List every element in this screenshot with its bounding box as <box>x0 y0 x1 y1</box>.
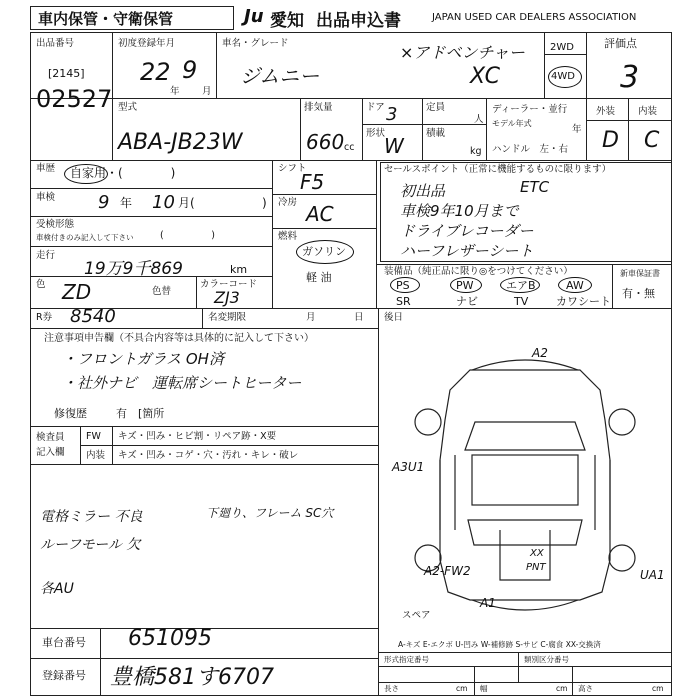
color-label: 色 <box>36 279 46 290</box>
ju-logo: Ju <box>244 6 264 27</box>
category-label: 類別区分番号 <box>524 655 569 664</box>
sales-point-1: 初出品 <box>400 182 446 200</box>
reg-label: 登録番号 <box>42 669 86 682</box>
shape-code-label: 形式指定番号 <box>384 655 429 664</box>
inspection-year: 9 <box>98 192 110 213</box>
diagram-a2-top: A2 <box>532 346 548 360</box>
fw-label: FW <box>86 431 101 442</box>
sales-point-label: セールスポイント（正常に機能するものに限ります） <box>384 164 612 175</box>
fuel-light-oil: 軽 油 <box>306 271 332 284</box>
first-reg-year: 22 <box>140 58 171 86</box>
length-cm: cm <box>456 684 468 693</box>
r-label: R券 <box>36 312 53 323</box>
remarks-line2: ルーフモール 欠 <box>40 537 141 553</box>
displacement-value: 660 <box>306 130 345 154</box>
notes-line1: ・フロントガラス OH済 <box>62 350 224 368</box>
equip-airbag-circle <box>500 277 540 293</box>
first-reg-label: 初度登録年月 <box>118 38 176 49</box>
equip-airbag: エアB <box>506 279 536 292</box>
height-label: 高さ <box>578 684 593 693</box>
equip-pw: PW <box>456 279 474 292</box>
interior-label: 内装 <box>638 106 658 117</box>
warranty-value: 有・無 <box>622 287 655 300</box>
displacement-unit: cc <box>344 142 355 153</box>
first-reg-month-unit: 月 <box>202 86 212 97</box>
interior-items: キズ・凹み・コゲ・穴・汚れ・キレ・破レ <box>118 450 299 461</box>
color-swap-label: 色替 <box>152 286 172 297</box>
equip-sr: SR <box>396 295 411 308</box>
notes-line2: ・社外ナビ 運転席シートヒーター <box>62 374 302 392</box>
grade-sub: XC <box>470 64 501 89</box>
logo-prefecture: 愛知 <box>270 11 304 31</box>
equip-leather: カワシート <box>556 295 611 308</box>
capacity-unit: 人 <box>474 114 484 125</box>
receipt-paren: ( ) <box>160 230 215 241</box>
handle-label: ハンドル 左・右 <box>492 144 569 155</box>
model-name: ジムニー <box>240 64 320 88</box>
shift-value: F5 <box>300 170 325 194</box>
receipt-note: 車検付きのみ記入して下さい <box>36 233 134 242</box>
inspection-month: 10 <box>152 192 175 213</box>
sales-point-2: ETC <box>520 178 550 196</box>
interior-value: C <box>644 128 660 153</box>
sales-point-5: ハーフレザーシート <box>400 242 534 260</box>
first-reg-month: 9 <box>182 56 198 84</box>
first-reg-year-unit: 年 <box>170 86 180 97</box>
equip-pw-circle <box>450 277 482 293</box>
inspection-year-unit: 年 <box>120 196 133 210</box>
model-year-label: モデル年式 <box>492 119 532 128</box>
drive-4wd: 4WD <box>551 71 575 82</box>
receipt-label: 受検形態 <box>36 219 75 230</box>
form-title: 出品申込書 <box>316 11 401 31</box>
entry-label: 記入欄 <box>36 447 65 458</box>
color-value: ZD <box>62 280 92 304</box>
score-label: 評価点 <box>604 37 637 50</box>
equip-tv: TV <box>514 295 529 308</box>
association-name: JAPAN USED CAR DEALERS ASSOCIATION <box>432 12 637 23</box>
diagram-ua1: UA1 <box>640 568 665 582</box>
lot-label: 出品番号 <box>36 38 75 49</box>
sales-point-4: ドライブレコーダー <box>400 222 534 240</box>
after-label: 後日 <box>384 312 404 323</box>
repair-label: 修復歴 <box>54 407 87 420</box>
diagram-spare: スペア <box>402 610 431 621</box>
warranty-label: 新車保証書 <box>620 269 660 278</box>
inspection-month-unit: 月( <box>178 196 195 210</box>
doors-value: 3 <box>386 104 398 125</box>
shape-value: W <box>384 134 404 158</box>
day-label: 日 <box>354 312 364 323</box>
fuel-gasoline: ガソリン <box>302 245 346 258</box>
color-code-label: カラーコード <box>200 279 258 290</box>
height-cm: cm <box>652 684 664 693</box>
capacity-label: 定員 <box>426 102 446 113</box>
equip-ps-circle <box>390 277 420 293</box>
width-cm: cm <box>556 684 568 693</box>
repair-value: 有 [箇所 <box>116 407 165 420</box>
name-change-label: 名変期限 <box>208 312 247 323</box>
remarks-line1: 電格ミラー 不良 <box>40 509 143 525</box>
type-value: ABA-JB23W <box>118 130 243 155</box>
r-value: 8540 <box>70 306 116 327</box>
load-label: 積載 <box>426 128 446 139</box>
mileage-unit: km <box>230 263 248 276</box>
width-label: 幅 <box>480 684 488 693</box>
history-value: 自家用・( ) <box>70 166 176 180</box>
length-label: 長さ <box>384 684 399 693</box>
displacement-label: 排気量 <box>304 102 333 113</box>
fuel-label: 燃料 <box>278 231 298 242</box>
interior-check-label: 内装 <box>86 450 106 461</box>
diagram-pnt: PNT <box>526 562 546 573</box>
exterior-label: 外装 <box>596 106 616 117</box>
shape-label: 形状 <box>366 128 386 139</box>
diagram-a3u1: A3U1 <box>392 460 425 474</box>
color-code-value: ZJ3 <box>214 288 240 307</box>
model-label: 車名・グレード <box>222 38 289 49</box>
mileage-value: 19万9千869 <box>84 259 183 279</box>
car-diagram <box>380 330 670 640</box>
diagram-legend: A-キズ E-エクボ U-凹み W-補修跡 S-サビ C-腐食 XX-交換済 <box>398 640 601 649</box>
equipment-label: 装備品（純正品に限り◎をつけてください） <box>384 266 573 277</box>
score-value: 3 <box>620 60 640 95</box>
month-label: 月 <box>306 312 316 323</box>
sales-point-3: 車検9年10月まで <box>400 202 519 220</box>
diagram-a1: A1 <box>480 596 496 610</box>
fw-items: キズ・凹み・ヒビ割・リペア跡・X要 <box>118 431 277 442</box>
equip-aw-circle <box>558 277 592 293</box>
type-label: 型式 <box>118 102 138 113</box>
inspector-label: 検査員 <box>36 432 65 443</box>
model-year-unit: 年 <box>572 124 582 135</box>
inspection-label: 車検 <box>36 192 56 203</box>
lot-number: 02527 <box>36 85 113 113</box>
ac-value: AC <box>306 202 334 226</box>
lot-bracket: [2145] <box>48 67 85 80</box>
load-unit: kg <box>470 146 482 157</box>
diagram-xx: XX <box>530 548 544 559</box>
grade: ×アドベンチャー <box>400 43 525 62</box>
reg-value: 豊橋581す6707 <box>110 665 274 690</box>
diagram-a2fw2: A2-FW2 <box>424 564 471 578</box>
doors-label: ドア <box>366 102 385 113</box>
drive-2wd: 2WD <box>550 42 574 53</box>
notes-label: 注意事項申告欄（不具合内容等は具体的に記入して下さい） <box>44 333 314 344</box>
remarks-line3: 各AU <box>40 581 74 597</box>
shift-label: シフト <box>278 163 307 174</box>
history-label: 車歴 <box>36 163 56 174</box>
equip-ps: PS <box>396 279 410 292</box>
remarks-line1b: 下廻り、フレーム SC穴 <box>206 506 334 520</box>
equip-navi: ナビ <box>456 295 478 308</box>
mileage-label: 走行 <box>36 250 56 261</box>
inspection-close: ) <box>262 196 267 210</box>
equip-aw: AW <box>566 279 584 292</box>
exterior-value: D <box>602 128 619 153</box>
storage-label: 車内保管・守衛保管 <box>38 10 174 28</box>
chassis-value: 651095 <box>128 626 212 651</box>
ac-label: 冷房 <box>278 197 298 208</box>
dealer-label: ディーラー・並行 <box>492 104 568 115</box>
chassis-label: 車台番号 <box>42 636 86 649</box>
